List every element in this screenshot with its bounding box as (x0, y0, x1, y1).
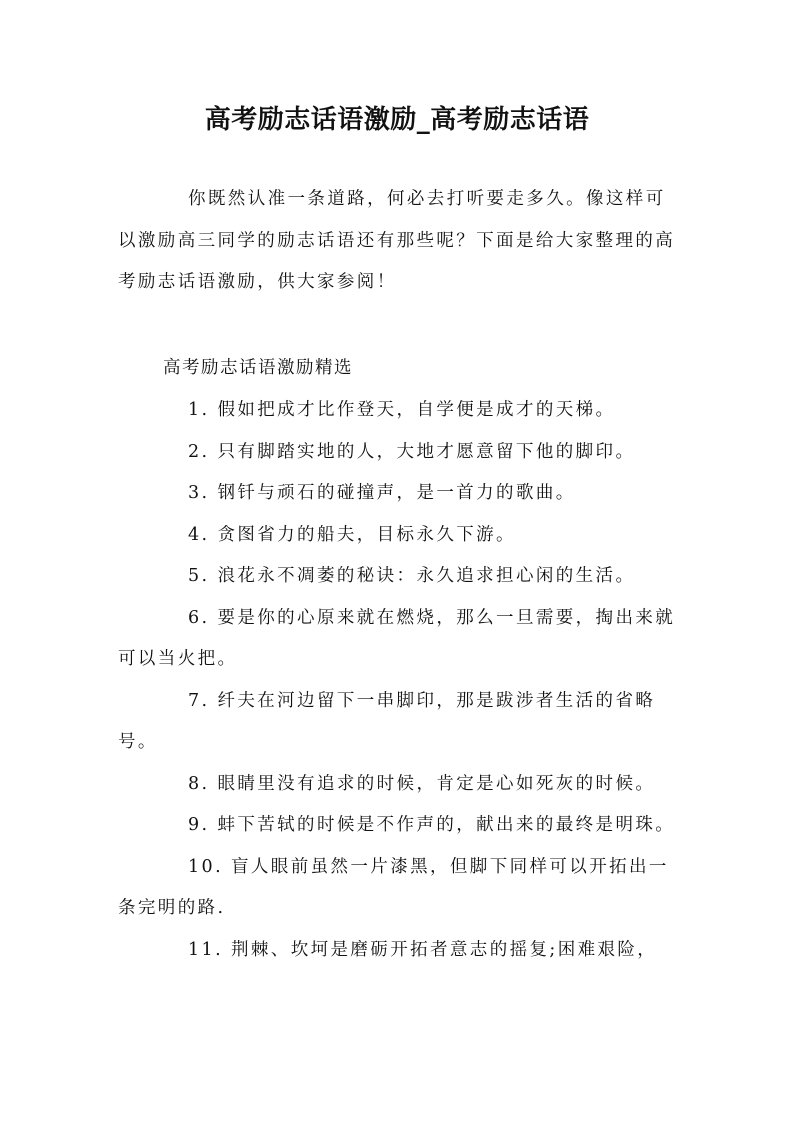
section-heading: 高考励志话语激励精选 (163, 358, 353, 378)
list-item: 2. 只有脚踏实地的人，大地才愿意留下他的脚印。 (188, 441, 636, 462)
list-item: 1. 假如把成才比作登天，自学便是成才的天梯。 (188, 400, 616, 420)
list-item: 8. 眼睛里没有追求的时候，肯定是心如死灰的时候。 (188, 773, 656, 794)
list-item: 10. 盲人眼前虽然一片漆黑，但脚下同样可以开拓出一条完明的路. (118, 856, 669, 918)
list-item: 5. 浪花永不凋萎的秘诀：永久追求担心闲的生活。 (188, 566, 636, 586)
list-item: 4. 贪图省力的船夫，目标永久下游。 (188, 524, 516, 545)
list-item: 6. 要是你的心原来就在燃烧，那么一旦需要，掏出来就可以当火把。 (118, 607, 676, 669)
list-item: 9. 蚌下苦轼的时候是不作声的，献出来的最终是明珠。 (188, 815, 676, 835)
list-item: 7. 纤夫在河边留下一串脚印，那是跋涉者生活的省略号。 (118, 690, 656, 752)
intro-paragraph: 你既然认准一条道路，何必去打听要走多久。像这样可以激励高三同学的励志话语还有那些呢？下面是给大家整理的高考励志话语激励，供大家参阅！ (118, 189, 676, 292)
document-title: 高考励志话语激励_高考励志话语 (204, 105, 590, 135)
list-item: 3. 钢钎与顽石的碰撞声，是一首力的歌曲。 (188, 483, 576, 503)
list-item: 11. 荆棘、坎坷是磨砺开拓者意志的摇复;困难艰险， (188, 939, 658, 960)
quote-list (118, 390, 678, 971)
